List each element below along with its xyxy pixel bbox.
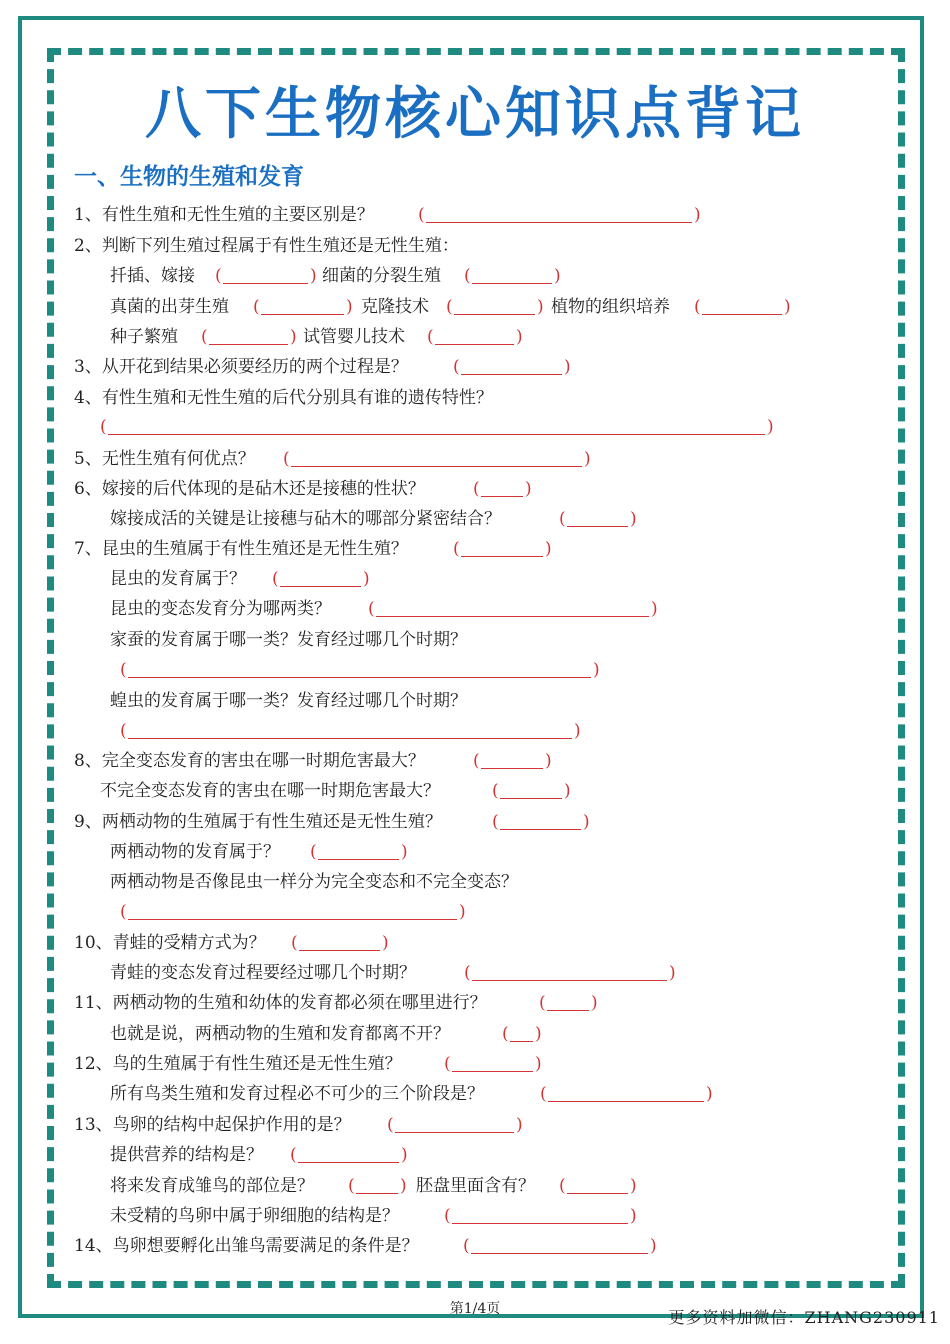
answer-blank[interactable] bbox=[108, 434, 765, 435]
question-text: 提供营养的结构是？ bbox=[110, 1145, 263, 1165]
answer-blank[interactable] bbox=[356, 1193, 398, 1194]
answer-paren-close: ) bbox=[400, 1176, 407, 1196]
answer-blank[interactable] bbox=[261, 314, 344, 315]
answer-paren-open: ( bbox=[502, 1024, 509, 1044]
answer-paren-open: ( bbox=[463, 1236, 470, 1256]
answer-paren-open: ( bbox=[310, 842, 317, 862]
answer-paren-open: ( bbox=[694, 297, 701, 317]
answer-blank[interactable] bbox=[376, 616, 649, 617]
answer-blank[interactable] bbox=[510, 1041, 533, 1042]
answer-paren-open: ( bbox=[120, 721, 127, 741]
question-text: 11、两栖动物的生殖和幼体的发育都必须在哪里进行？ bbox=[74, 993, 487, 1013]
answer-paren-close: ) bbox=[401, 1145, 408, 1165]
question-text: 3、从开花到结果必须要经历的两个过程是？ bbox=[74, 357, 408, 377]
answer-blank[interactable] bbox=[472, 980, 667, 981]
answer-blank[interactable] bbox=[461, 556, 543, 557]
answer-paren-close: ) bbox=[694, 205, 701, 225]
answer-paren-open: ( bbox=[473, 479, 480, 499]
question-text: 克隆技术 bbox=[361, 297, 429, 317]
answer-blank[interactable] bbox=[395, 1132, 514, 1133]
answer-blank[interactable] bbox=[435, 344, 514, 345]
section-heading: 一、生物的生殖和发育 bbox=[74, 164, 304, 190]
question-text: 所有鸟类生殖和发育过程必不可少的三个阶段是？ bbox=[110, 1084, 484, 1104]
answer-paren-open: ( bbox=[368, 599, 375, 619]
answer-paren-open: ( bbox=[418, 205, 425, 225]
answer-paren-open: ( bbox=[201, 327, 208, 347]
answer-paren-close: ) bbox=[593, 660, 600, 680]
answer-paren-open: ( bbox=[348, 1176, 355, 1196]
question-text: 扦插、嫁接 bbox=[110, 266, 195, 286]
answer-blank[interactable] bbox=[280, 586, 361, 587]
answer-blank[interactable] bbox=[318, 859, 399, 860]
answer-paren-open: ( bbox=[540, 1084, 547, 1104]
answer-paren-open: ( bbox=[283, 449, 290, 469]
answer-blank[interactable] bbox=[500, 829, 581, 830]
answer-paren-open: ( bbox=[272, 569, 279, 589]
question-text: 未受精的鸟卵中属于卵细胞的结构是？ bbox=[110, 1206, 399, 1226]
answer-paren-close: ) bbox=[290, 327, 297, 347]
answer-paren-open: ( bbox=[427, 327, 434, 347]
page-number: 第1/4页 bbox=[449, 1301, 501, 1317]
question-text: 真菌的出芽生殖 bbox=[110, 297, 229, 317]
answer-paren-close: ) bbox=[584, 449, 591, 469]
question-text: 也就是说，两栖动物的生殖和发育都离不开？ bbox=[110, 1024, 450, 1044]
answer-paren-close: ) bbox=[516, 327, 523, 347]
question-text: 胚盘里面含有？ bbox=[416, 1176, 535, 1196]
answer-paren-close: ) bbox=[363, 569, 370, 589]
answer-paren-open: ( bbox=[100, 417, 107, 437]
answer-paren-open: ( bbox=[291, 933, 298, 953]
answer-paren-open: ( bbox=[559, 1176, 566, 1196]
answer-paren-open: ( bbox=[492, 781, 499, 801]
answer-paren-open: ( bbox=[492, 812, 499, 832]
question-text: 8、完全变态发育的害虫在哪一时期危害最大？ bbox=[74, 751, 425, 771]
answer-blank[interactable] bbox=[452, 1223, 628, 1224]
answer-blank[interactable] bbox=[291, 466, 582, 467]
answer-paren-open: ( bbox=[444, 1206, 451, 1226]
answer-paren-close: ) bbox=[545, 539, 552, 559]
answer-blank[interactable] bbox=[128, 677, 591, 678]
answer-blank[interactable] bbox=[452, 1071, 533, 1072]
page-title: 八下生物核心知识点背记 bbox=[145, 82, 805, 147]
question-text: 青蛙的变态发育过程要经过哪几个时期？ bbox=[110, 963, 416, 983]
answer-blank[interactable] bbox=[128, 919, 457, 920]
question-text: 嫁接成活的关键是让接穗与砧木的哪部分紧密结合？ bbox=[110, 509, 501, 529]
answer-blank[interactable] bbox=[548, 1101, 704, 1102]
answer-paren-close: ) bbox=[310, 266, 317, 286]
answer-paren-open: ( bbox=[559, 509, 566, 529]
question-text: 1、有性生殖和无性生殖的主要区别是？ bbox=[74, 205, 374, 225]
watermark-text: 更多资料加微信：ZHANG230911 bbox=[668, 1308, 940, 1327]
answer-blank[interactable] bbox=[454, 314, 535, 315]
answer-paren-close: ) bbox=[537, 297, 544, 317]
answer-paren-open: ( bbox=[464, 963, 471, 983]
answer-paren-close: ) bbox=[382, 933, 389, 953]
answer-blank[interactable] bbox=[471, 1253, 648, 1254]
answer-paren-close: ) bbox=[401, 842, 408, 862]
answer-blank[interactable] bbox=[461, 374, 562, 375]
answer-blank[interactable] bbox=[472, 283, 552, 284]
answer-paren-close: ) bbox=[564, 357, 571, 377]
answer-paren-close: ) bbox=[784, 297, 791, 317]
answer-paren-close: ) bbox=[535, 1054, 542, 1074]
answer-paren-close: ) bbox=[591, 993, 598, 1013]
answer-paren-close: ) bbox=[459, 902, 466, 922]
answer-paren-open: ( bbox=[120, 902, 127, 922]
answer-paren-close: ) bbox=[535, 1024, 542, 1044]
question-text: 5、无性生殖有何优点？ bbox=[74, 449, 255, 469]
question-text: 两栖动物的发育属于？ bbox=[110, 842, 280, 862]
answer-paren-open: ( bbox=[215, 266, 222, 286]
question-text: 细菌的分裂生殖 bbox=[322, 266, 441, 286]
answer-paren-open: ( bbox=[446, 297, 453, 317]
answer-paren-close: ) bbox=[516, 1115, 523, 1135]
answer-paren-close: ) bbox=[564, 781, 571, 801]
answer-paren-open: ( bbox=[444, 1054, 451, 1074]
question-text: 两栖动物是否像昆虫一样分为完全变态和不完全变态？ bbox=[110, 872, 518, 892]
answer-blank[interactable] bbox=[128, 738, 572, 739]
answer-blank[interactable] bbox=[299, 950, 380, 951]
question-text: 12、鸟的生殖属于有性生殖还是无性生殖？ bbox=[74, 1054, 402, 1074]
question-text: 昆虫的发育属于？ bbox=[110, 569, 246, 589]
answer-blank[interactable] bbox=[481, 496, 523, 497]
answer-paren-close: ) bbox=[346, 297, 353, 317]
answer-paren-open: ( bbox=[473, 751, 480, 771]
answer-paren-close: ) bbox=[767, 417, 774, 437]
answer-paren-open: ( bbox=[453, 357, 460, 377]
answer-paren-open: ( bbox=[539, 993, 546, 1013]
question-text: 不完全变态发育的害虫在哪一时期危害最大？ bbox=[100, 781, 440, 801]
answer-paren-close: ) bbox=[554, 266, 561, 286]
question-text: 昆虫的变态发育分为哪两类？ bbox=[110, 599, 331, 619]
answer-paren-open: ( bbox=[453, 539, 460, 559]
question-text: 14、鸟卵想要孵化出雏鸟需要满足的条件是？ bbox=[74, 1236, 419, 1256]
question-text: 4、有性生殖和无性生殖的后代分别具有谁的遗传特性？ bbox=[74, 388, 493, 408]
answer-paren-close: ) bbox=[583, 812, 590, 832]
answer-paren-close: ) bbox=[669, 963, 676, 983]
question-text: 试管婴儿技术 bbox=[303, 327, 405, 347]
answer-blank[interactable] bbox=[426, 222, 692, 223]
answer-blank[interactable] bbox=[567, 526, 628, 527]
answer-paren-close: ) bbox=[706, 1084, 713, 1104]
answer-paren-close: ) bbox=[545, 751, 552, 771]
question-text: 9、两栖动物的生殖属于有性生殖还是无性生殖？ bbox=[74, 812, 442, 832]
question-text: 植物的组织培养 bbox=[551, 297, 670, 317]
answer-paren-open: ( bbox=[464, 266, 471, 286]
answer-paren-open: ( bbox=[253, 297, 260, 317]
question-text: 13、鸟卵的结构中起保护作用的是？ bbox=[74, 1115, 351, 1135]
question-text: 10、青蛙的受精方式为？ bbox=[74, 933, 266, 953]
question-text: 家蚕的发育属于哪一类？发育经过哪几个时期？ bbox=[110, 630, 467, 650]
answer-blank[interactable] bbox=[702, 314, 782, 315]
question-text: 7、昆虫的生殖属于有性生殖还是无性生殖？ bbox=[74, 539, 408, 559]
answer-paren-close: ) bbox=[630, 1206, 637, 1226]
answer-paren-close: ) bbox=[574, 721, 581, 741]
answer-paren-close: ) bbox=[650, 1236, 657, 1256]
question-text: 种子繁殖 bbox=[110, 327, 178, 347]
answer-paren-close: ) bbox=[630, 509, 637, 529]
answer-paren-close: ) bbox=[630, 1176, 637, 1196]
answer-paren-close: ) bbox=[525, 479, 532, 499]
answer-blank[interactable] bbox=[547, 1010, 589, 1011]
answer-blank[interactable] bbox=[567, 1193, 628, 1194]
question-text: 6、嫁接的后代体现的是砧木还是接穗的性状？ bbox=[74, 479, 425, 499]
answer-paren-open: ( bbox=[120, 660, 127, 680]
answer-blank[interactable] bbox=[298, 1162, 399, 1163]
answer-blank[interactable] bbox=[500, 798, 562, 799]
answer-paren-close: ) bbox=[651, 599, 658, 619]
answer-paren-open: ( bbox=[290, 1145, 297, 1165]
answer-blank[interactable] bbox=[481, 768, 543, 769]
question-text: 蝗虫的发育属于哪一类？发育经过哪几个时期？ bbox=[110, 691, 467, 711]
question-text: 将来发育成雏鸟的部位是？ bbox=[110, 1176, 314, 1196]
answer-paren-open: ( bbox=[387, 1115, 394, 1135]
answer-blank[interactable] bbox=[209, 344, 288, 345]
question-text: 2、判断下列生殖过程属于有性生殖还是无性生殖： bbox=[74, 236, 459, 256]
answer-blank[interactable] bbox=[223, 283, 308, 284]
